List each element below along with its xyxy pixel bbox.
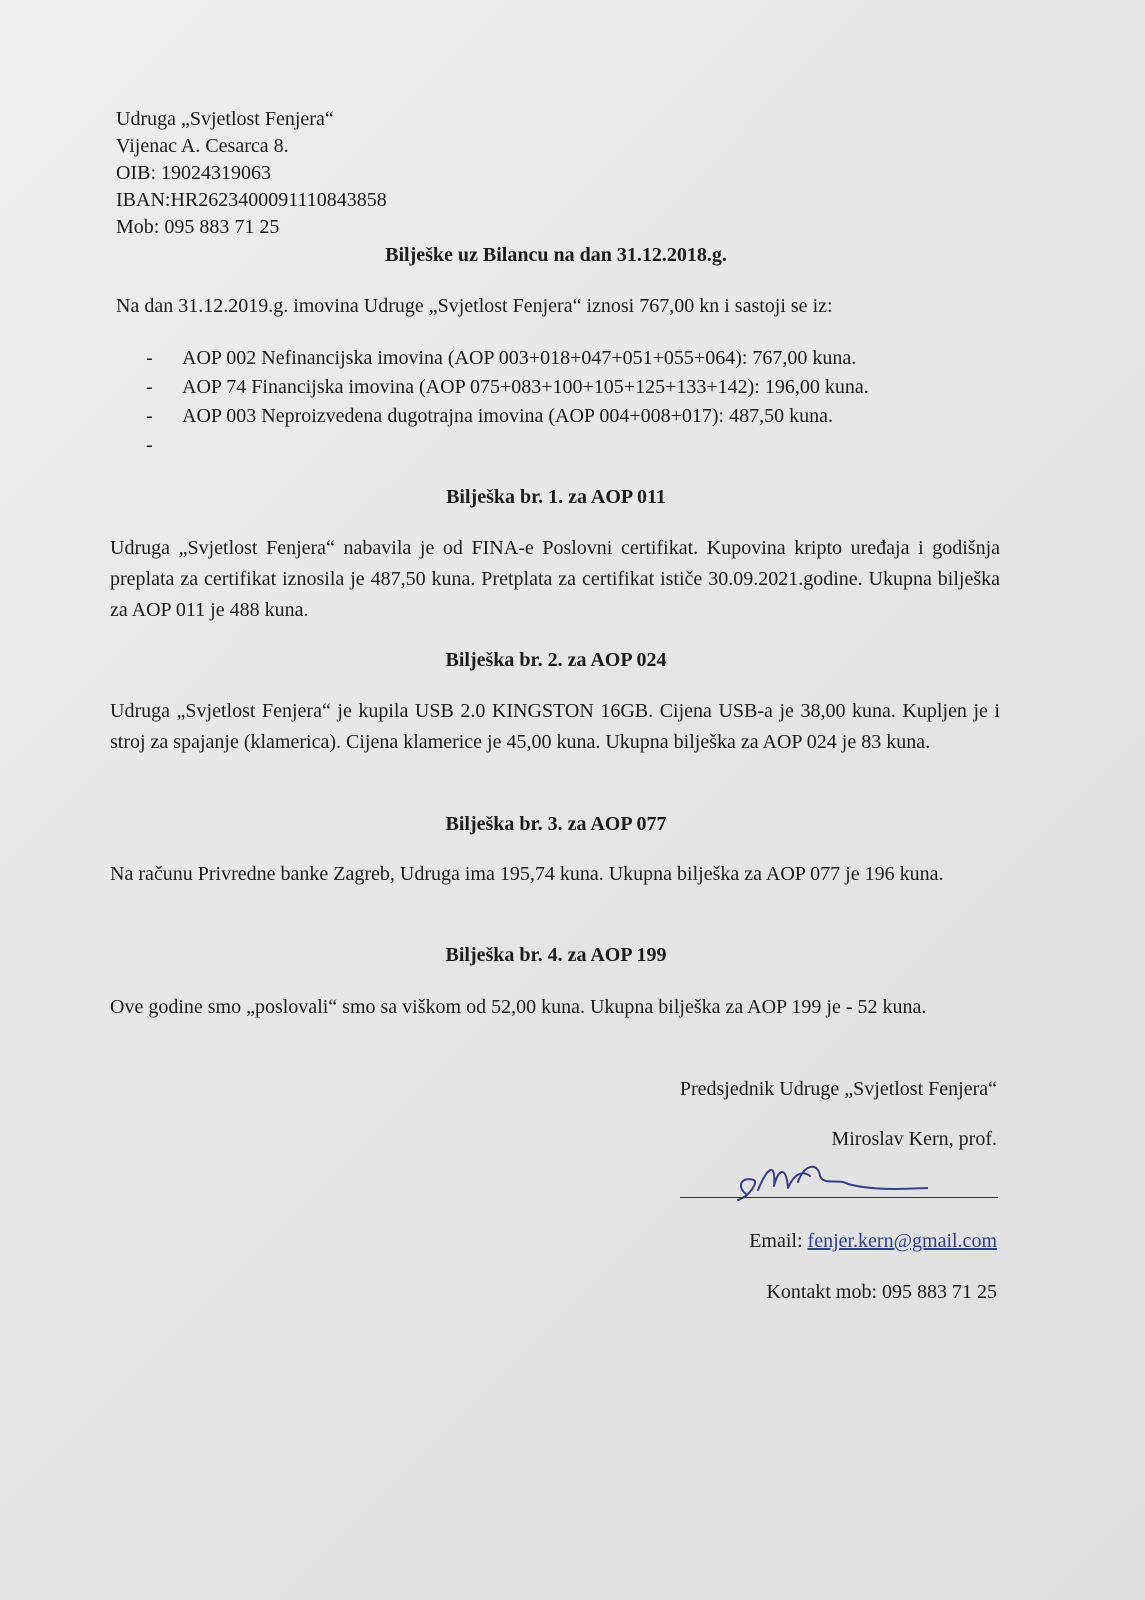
bullet-dash: -	[146, 347, 153, 369]
org-oib: OIB: 19024319063	[116, 162, 271, 184]
list-item	[146, 344, 869, 373]
signature-line	[680, 1197, 998, 1198]
note-3-text: Na računu Privredne banke Zagreb, Udruga ima 195,74 kuna. Ukupna bilješka za AOP 077 je 196 kuna.	[110, 863, 944, 885]
note-1-title: Bilješka br. 1. za AOP 011	[446, 486, 666, 508]
org-address: Vijenac A. Cesarca 8.	[116, 135, 289, 157]
bullet-dash: -	[146, 376, 153, 398]
intro-paragraph: Na dan 31.12.2019.g. imovina Udruge „Svjetlost Fenjera“ iznosi 767,00 kn i sastoji se iz:	[116, 295, 833, 317]
list-item	[146, 373, 869, 402]
list-item-text: AOP 002 Nefinancijska imovina (AOP 003+018+047+051+055+064): 767,00 kuna.	[182, 347, 857, 369]
note-4-title: Bilješka br. 4. za AOP 199	[445, 944, 667, 966]
email-label: Email:	[749, 1230, 808, 1252]
note-2-text: Udruga „Svjetlost Fenjera“ je kupila USB 2.0 KINGSTON 16GB. Cijena USB-a je 38,00 kuna. Kupljen je i stroj za spajanje (klamerica). Cijena klamerice je 45,00 kuna. Ukupna bilješka za AOP 024 je 83 kuna.	[110, 700, 1000, 753]
document-title: Bilješke uz Bilancu na dan 31.12.2018.g.	[385, 244, 727, 266]
note-2-title: Bilješka br. 2. za AOP 024	[445, 649, 667, 671]
email-row	[749, 1230, 997, 1253]
handwritten-signature	[728, 1156, 928, 1206]
bullet-dash: -	[146, 434, 153, 456]
contact-mobile: Kontakt mob: 095 883 71 25	[766, 1281, 997, 1303]
org-iban: IBAN:HR2623400091110843858	[116, 189, 387, 211]
list-item-text: AOP 74 Financijska imovina (AOP 075+083+100+105+125+133+142): 196,00 kuna.	[182, 376, 869, 398]
list-item	[146, 402, 869, 431]
org-name: Udruga „Svjetlost Fenjera“	[116, 108, 334, 130]
note-4-text: Ove godine smo „poslovali“ smo sa viškom od 52,00 kuna. Ukupna bilješka za AOP 199 je - 52 kuna.	[110, 996, 927, 1018]
bullet-dash: -	[146, 405, 153, 427]
org-mobile: Mob: 095 883 71 25	[116, 216, 280, 238]
signatory-name: Miroslav Kern, prof.	[831, 1128, 997, 1150]
list-item-text: AOP 003 Neproizvedena dugotrajna imovina (AOP 004+008+017): 487,50 kuna.	[182, 405, 833, 427]
letterhead	[116, 106, 387, 241]
note-1-text: Udruga „Svjetlost Fenjera“ nabavila je od FINA-e Poslovni certifikat. Kupovina kripto uređaja i godišnja preplata za certifikat iznosila je 487,50 kuna. Pretplata za certifikat ističe 30.09.2021.godine. Ukupna bilješka za AOP 011 je 488 kuna.	[110, 537, 1000, 621]
president-title: Predsjednik Udruge „Svjetlost Fenjera“	[679, 1078, 997, 1100]
asset-list	[146, 344, 869, 456]
email-link[interactable]: fenjer.kern@gmail.com	[807, 1230, 997, 1252]
note-3-title: Bilješka br. 3. za AOP 077	[445, 813, 667, 835]
